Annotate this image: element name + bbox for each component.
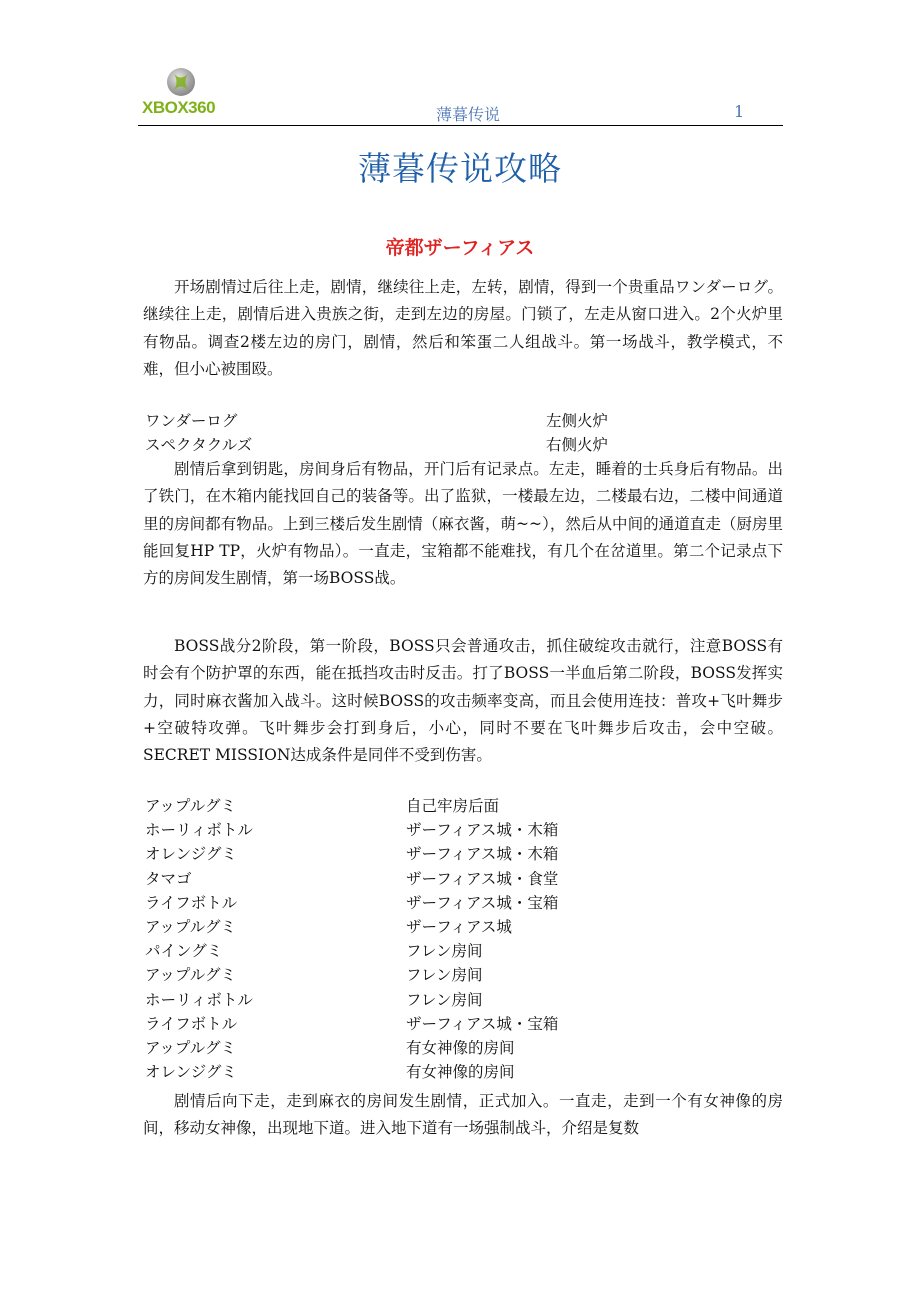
item-row [145, 433, 785, 457]
item-location: ザーフィアス城・食堂 [406, 869, 559, 888]
paragraph-intro: 开场剧情过后往上走，剧情，继续往上走，左转，剧情，得到一个贵重品ワンダーログ。继续往上走，剧情后进入贵族之街，走到左边的房屋。门锁了，左走从窗口进入。2个火炉里有物品。调查2楼左边的房门，剧情，然后和笨蛋二人组战斗。第一场战斗，教学模式，不难，但小心被围殴。 [143, 278, 783, 378]
item-row [145, 963, 785, 987]
item-row [145, 988, 785, 1012]
item-row [145, 1036, 785, 1060]
item-table-1 [145, 409, 785, 457]
item-location: フレン房间 [406, 942, 483, 961]
item-location: 有女神像的房间 [406, 1038, 515, 1057]
item-row [145, 891, 785, 915]
item-location: 右侧火炉 [546, 436, 609, 455]
item-name: アップルグミ [145, 797, 236, 815]
item-location: 自己牢房后面 [406, 797, 500, 815]
item-location: ザーフィアス城 [406, 917, 512, 936]
item-name: ワンダーログ [145, 412, 238, 430]
item-location: ザーフィアス城・木箱 [406, 845, 559, 864]
item-row [145, 1012, 785, 1036]
item-name: タマゴ [145, 869, 192, 888]
paragraph-prison: 剧情后拿到钥匙，房间身后有物品，开门后有记录点。左走，睡着的士兵身后有物品。出了铁门，在木箱内能找回自己的装备等。出了监狱，一楼最左边，二楼最右边，二楼中间通道里的房间都有物品。上到三楼后发生剧情（麻衣酱，萌~~），然后从中间的通道直走（厨房里能回复HP TP，火炉有物品）。一直走，宝箱都不能难找，有几个在岔道里。第二个记录点下方的房间发生剧情，第一场BOSS战。 [143, 460, 783, 588]
item-location: 有女神像的房间 [406, 1063, 515, 1082]
item-name: ホーリィボトル [145, 821, 253, 840]
header-divider [138, 125, 783, 126]
item-table-2 [145, 794, 785, 1084]
xbox360-logo [142, 68, 222, 120]
item-row [145, 842, 785, 866]
item-row [145, 794, 785, 818]
document-title: 薄暮传说攻略 [358, 149, 562, 188]
item-row [145, 915, 785, 939]
item-name: アップルグミ [145, 917, 236, 936]
section-heading: 帝都ザーフィアス [385, 237, 535, 259]
xbox-sphere-icon [167, 68, 195, 96]
item-row [145, 1060, 785, 1084]
item-name: アップルグミ [145, 1038, 236, 1057]
item-name: スペクタクルズ [145, 436, 253, 455]
item-location: ザーフィアス城・宝箱 [406, 893, 559, 912]
item-row [145, 409, 785, 433]
item-location: ザーフィアス城・木箱 [406, 821, 559, 840]
item-name: アップルグミ [145, 966, 236, 985]
item-row [145, 818, 785, 842]
item-name: ホーリィボトル [145, 990, 253, 1009]
item-location: ザーフィアス城・宝箱 [406, 1014, 559, 1033]
item-location: フレン房间 [406, 990, 483, 1009]
item-name: オレンジグミ [145, 845, 237, 864]
running-header-title: 薄暮传说 [435, 105, 500, 124]
item-row [145, 939, 785, 963]
logo-text: XBOX360 [142, 98, 216, 117]
item-name: ライフボトル [145, 893, 238, 912]
item-name: オレンジグミ [145, 1063, 237, 1082]
item-location: 左侧火炉 [546, 412, 609, 430]
item-location: フレン房间 [406, 966, 483, 985]
item-name: パイングミ [145, 942, 223, 961]
page-number: 1 [734, 102, 745, 121]
paragraph-boss: BOSS战分2阶段，第一阶段，BOSS只会普通攻击，抓住破绽攻击就行，注意BOSS有时会有个防护罩的东西，能在抵挡攻击时反击。打了BOSS一半血后第二阶段，BOSS发挥实力，同时麻衣酱加入战斗。这时候BOSS的攻击频率变高，而且会使用连技：普攻+飞叶舞步+空破特攻弹。飞叶舞步会打到身后，小心，同时不要在飞叶舞步后攻击，会中空破。SECRET MISSION达成条件是同伴不受到伤害。 [143, 637, 783, 765]
paragraph-underground: 剧情后向下走，走到麻衣的房间发生剧情，正式加入。一直走，走到一个有女神像的房间，移动女神像，出现地下道。进入地下道有一场强制战斗，介绍是复数 [143, 1092, 783, 1138]
item-row [145, 867, 785, 891]
item-name: ライフボトル [145, 1014, 238, 1033]
